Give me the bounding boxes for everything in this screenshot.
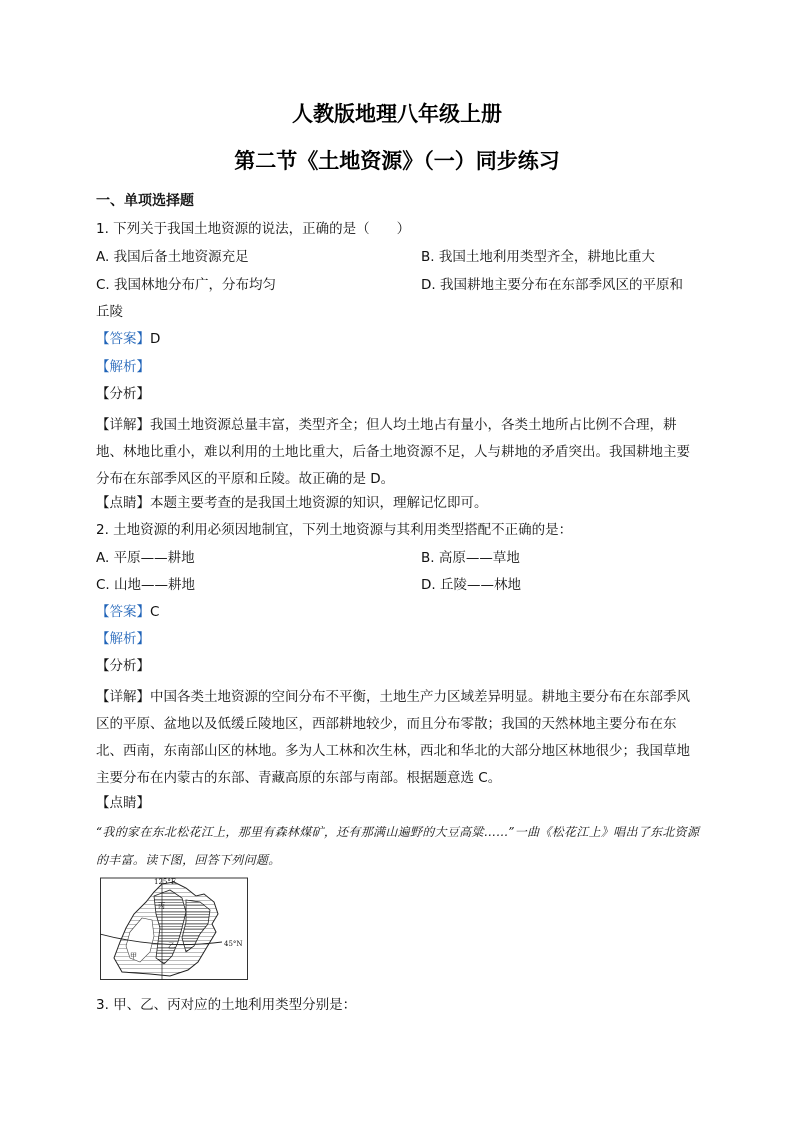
q1-dianjing [96,494,488,512]
q1-option-d: D. 我国耕地主要分布在东部季风区的平原和 [421,277,683,293]
q2-fenxi-tag: 【分析】 [96,658,150,674]
q1-stem: 1. 下列关于我国土地资源的说法，正确的是（ ） [96,221,411,237]
q2-jiexi-tag: 【解析】 [96,631,150,647]
q1-detail-text: 我国土地资源总量丰富，类型齐全；但人均土地占有量小，各类土地所占比例不合理，耕地、林地比重小，难以利用的土地比重大，后备土地资源不足，人与耕地的矛盾突出。我国耕地主要分布在东部季风区的平原和丘陵。故正确的是 D。 [96,417,690,487]
q1-option-d-cont: 丘陵 [96,304,123,320]
label-bing: 丙 [158,902,165,910]
q2-option-d: D. 丘陵——林地 [421,577,521,593]
northeast-map-figure [100,872,248,980]
q1-jiexi-tag: 【解析】 [96,359,150,375]
q2-option-b: B. 高原——草地 [421,550,520,566]
q1-answer: D [150,331,161,347]
q2-dianjing-tag: 【点睛】 [96,795,150,811]
answer-tag: 【答案】 [96,604,150,620]
q2-option-c: C. 山地——耕地 [96,577,196,593]
q1-option-c: C. 我国林地分布广，分布均匀 [96,277,277,293]
reading-passage: “我的家在东北松花江上，那里有森林煤矿，还有那满山遍野的大豆高粱……”一曲《松花江上》唱出了东北资源的丰富。读下图，回答下列问题。 [96,825,700,867]
q1-dianjing-text: 本题主要考查的是我国土地资源的知识，理解记忆即可。 [150,495,488,511]
q1-answer-row [96,330,160,348]
q1-option-a: A. 我国后备土地资源充足 [96,249,249,265]
page-title: 人教版地理八年级上册 [292,101,502,126]
q1-option-b: B. 我国土地利用类型齐全，耕地比重大 [421,249,655,265]
section-heading: 一、单项选择题 [96,193,194,209]
q2-stem: 2. 土地资源的利用必须因地制宜，下列土地资源与其利用类型搭配不正确的是： [96,522,573,538]
label-jia: 甲 [130,952,137,960]
lat-label: 45°N [224,940,243,948]
q2-option-a: A. 平原——耕地 [96,550,195,566]
lon-label: 125°E [154,878,176,886]
q2-detail-text: 中国各类土地资源的空间分布不平衡，土地生产力区域差异明显。耕地主要分布在东部季风区的平原、盆地以及低缓丘陵地区，西部耕地较少，而且分布零散；我国的天然林地主要分布在东北、西南，东南部山区的林地。多为人工林和次生林，西北和华北的大部分地区林地很少；我国草地主要分布在内蒙古的东部、青藏高原的东部与南部。根据题意选 C。 [96,689,690,786]
detail-tag: 【详解】 [96,689,150,705]
q1-fenxi-tag: 【分析】 [96,386,150,402]
label-yi: 乙 [168,942,175,950]
q2-detail [96,684,702,792]
dianjing-tag: 【点睛】 [96,495,150,511]
answer-tag: 【答案】 [96,331,150,347]
page-subtitle: 第二节《土地资源》（一）同步练习 [234,148,560,173]
q1-detail [96,412,702,493]
q2-answer: C [150,604,160,620]
q2-answer-row [96,603,159,621]
q3-stem: 3. 甲、乙、丙对应的土地利用类型分别是： [96,997,357,1013]
detail-tag: 【详解】 [96,417,150,433]
